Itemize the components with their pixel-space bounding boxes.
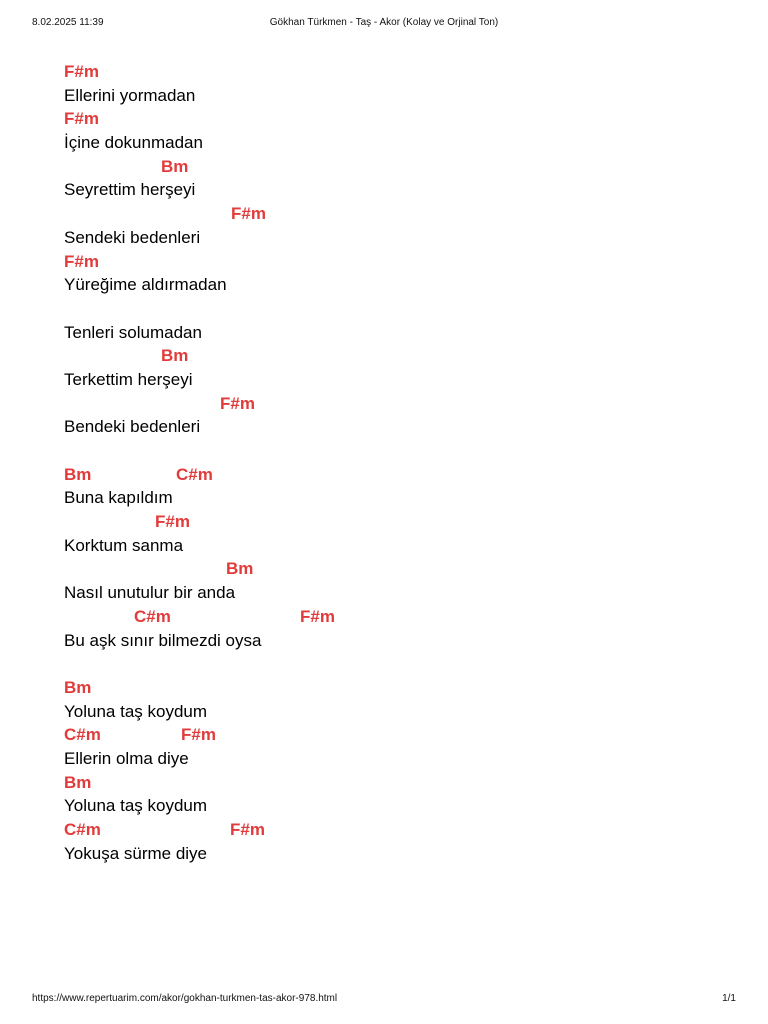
chord-line (64, 676, 724, 700)
chord: F#m (230, 820, 265, 839)
chord: F#m (231, 204, 266, 224)
chord: Bm (226, 559, 254, 579)
chord: F#m (181, 725, 216, 745)
chord-line (64, 818, 724, 842)
lyric-line: Yokuşa sürme diye (64, 843, 208, 863)
lyric-line: Seyrettim herşeyi (64, 180, 196, 200)
chord-line (64, 771, 724, 795)
lyric-line: Yoluna taş koydum (64, 701, 208, 721)
stanza-gap (64, 652, 724, 676)
chord: C#m (176, 464, 213, 484)
chord-line (64, 723, 724, 747)
stanza-gap (64, 297, 724, 321)
chord-line (64, 557, 724, 581)
chord-line (64, 250, 724, 274)
lyric-line: Yoluna taş koydum (64, 796, 208, 816)
lyric-line: Tenleri solumadan (64, 322, 202, 342)
chord: Bm (161, 346, 189, 366)
chord-line (64, 510, 724, 534)
chord: F#m (64, 251, 99, 271)
chord: F#m (64, 109, 99, 129)
lyric-line: Buna kapıldım (64, 488, 173, 508)
chord: F#m (64, 62, 99, 81)
chord-line (64, 202, 724, 226)
lyric-line: Bendeki bedenleri (64, 417, 201, 437)
chord-line (64, 344, 724, 368)
chord-line (64, 60, 724, 84)
chord: C#m (134, 606, 171, 626)
chord-line (64, 605, 724, 629)
chord: C#m (64, 820, 101, 839)
chord: C#m (64, 725, 101, 745)
chord: F#m (220, 393, 255, 413)
chord: F#m (155, 512, 190, 532)
stanza-gap (64, 439, 724, 463)
page-number: 1/1 (722, 993, 736, 1004)
lyric-line: Yüreğime aldırmadan (64, 275, 227, 295)
lyric-line: Korktum sanma (64, 535, 184, 555)
song-sheet (64, 60, 724, 865)
lyric-line: Ellerini yormadan (64, 85, 196, 105)
chord: Bm (64, 464, 92, 484)
lyric-line: İçine dokunmadan (64, 133, 203, 153)
chord: Bm (161, 156, 189, 176)
chord-line (64, 463, 724, 487)
chord: Bm (64, 772, 92, 792)
chord-line (64, 155, 724, 179)
lyric-line: Nasıl unutulur bir anda (64, 583, 236, 603)
page-title: Gökhan Türkmen - Taş - Akor (Kolay ve Orjinal Ton) (269, 17, 499, 28)
source-url: https://www.repertuarim.com/akor/gokhan-turkmen-tas-akor-978.html (32, 993, 338, 1004)
lyric-line: Sendeki bedenleri (64, 227, 201, 247)
lyric-line: Bu aşk sınır bilmezdi oysa (64, 630, 262, 650)
lyric-line: Ellerin olma diye (64, 748, 189, 768)
lyric-line: Terkettim herşeyi (64, 369, 193, 389)
chord: F#m (300, 606, 335, 626)
chord-line (64, 107, 724, 131)
chord: Bm (64, 677, 92, 697)
chord-line (64, 392, 724, 416)
print-datetime: 8.02.2025 11:39 (32, 17, 104, 28)
